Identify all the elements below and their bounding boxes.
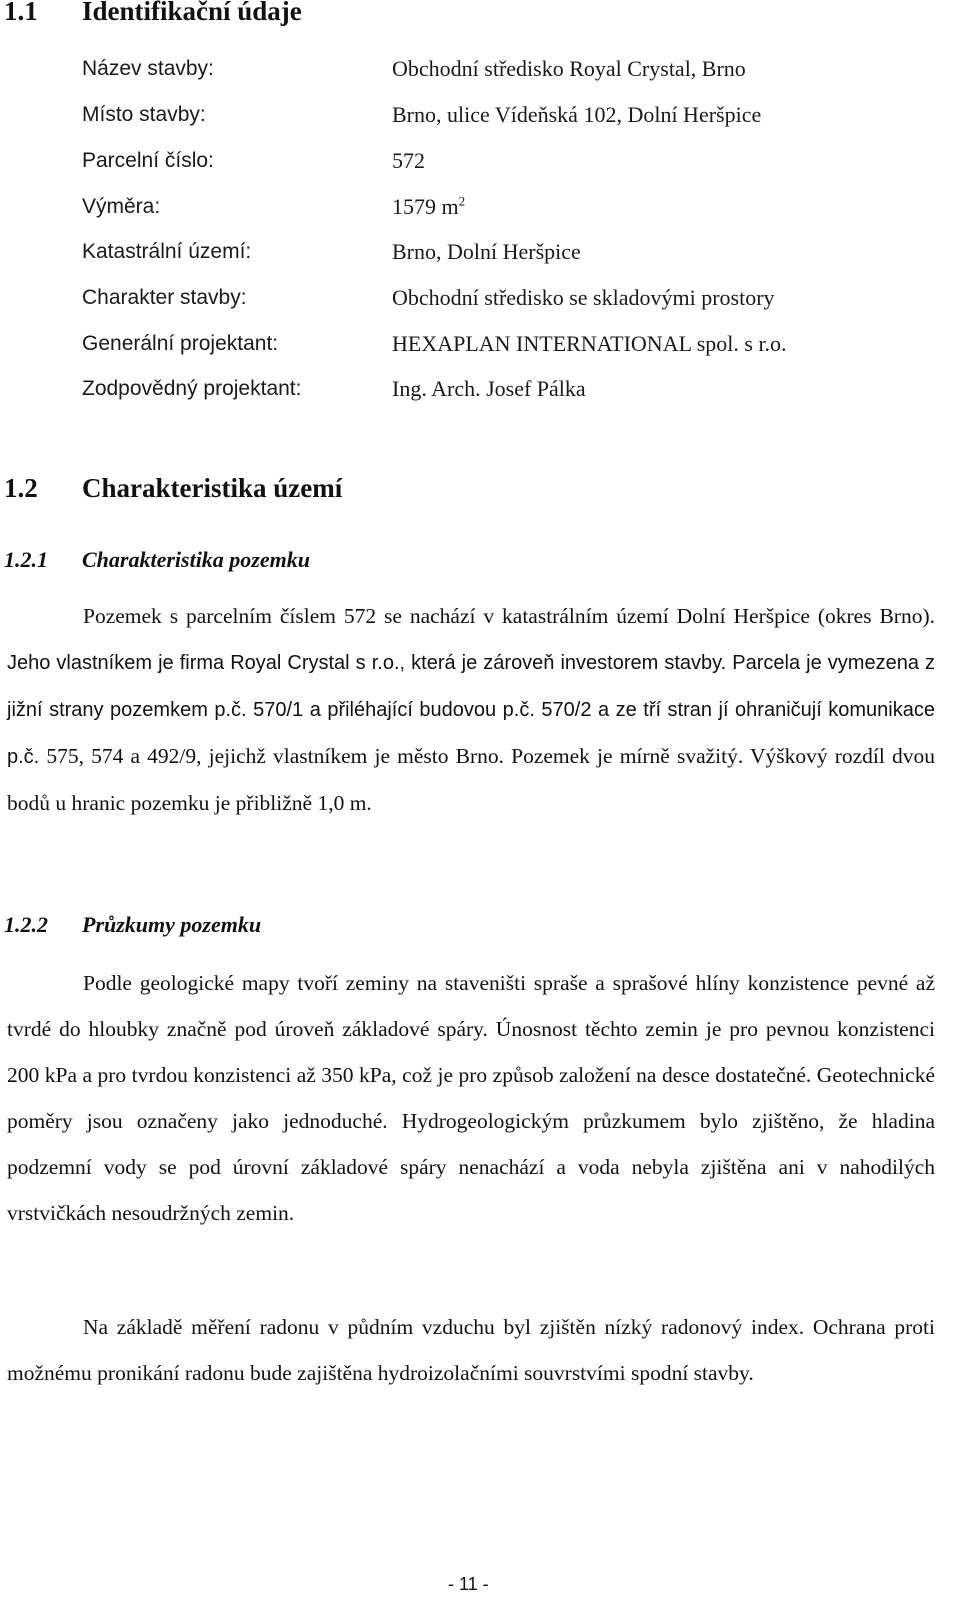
- info-label-misto: Místo stavby:: [82, 103, 206, 126]
- subsection-number: 1.2.1: [4, 547, 48, 572]
- paragraph-pozemek: [7, 593, 935, 826]
- info-value-misto: Brno, ulice Vídeňská 102, Dolní Heršpice: [392, 102, 762, 127]
- info-value-charakter: Obchodní středisko se skladovými prostory: [392, 285, 775, 310]
- info-label-katastr: Katastrální území:: [82, 240, 252, 263]
- section-number: 1.1: [4, 0, 38, 26]
- info-value-katastr: Brno, Dolní Heršpice: [392, 239, 581, 264]
- info-value-nazev: Obchodní středisko Royal Crystal, Brno: [392, 56, 746, 81]
- info-value-zodpovedny: Ing. Arch. Josef Pálka: [392, 376, 586, 401]
- info-label-charakter: Charakter stavby:: [82, 286, 247, 309]
- info-label-nazev: Název stavby:: [82, 57, 214, 80]
- subsection-title: Charakteristika pozemku: [82, 547, 310, 572]
- section-number: 1.2: [4, 473, 38, 503]
- paragraph-part: Pozemek s parcelním číslem 572 se nachází v katastrálním území Dolní Heršpice (okres Brno).: [83, 604, 935, 628]
- info-value-vymera: 1579 $m^2$: [392, 193, 466, 219]
- info-value-generalni: HEXAPLAN INTERNATIONAL spol. s r.o.: [392, 331, 787, 356]
- paragraph-radon: Na základě měření radonu v půdním vzduchu byl zjištěn nízký radonový index. Ochrana proti možnému pronikání radonu bude zajištěna hydroizolačními souvrstvími spodní stavby.: [7, 1315, 935, 1385]
- section-heading-1-1: [4, 0, 302, 27]
- info-label-vymera: Výměra:: [82, 195, 161, 218]
- subsection-number: 1.2.2: [4, 912, 48, 937]
- subsection-title: Průzkumy pozemku: [82, 912, 262, 937]
- subsection-heading-1-2-1: [4, 547, 310, 573]
- info-label-parcela: Parcelní číslo:: [82, 149, 214, 172]
- info-label-generalni: Generální projektant:: [82, 332, 279, 355]
- section-title: Charakteristika území: [82, 473, 343, 503]
- page-number: - 11 -: [448, 1574, 489, 1594]
- paragraph-pruzkumy: Podle geologické mapy tvoří zeminy na staveništi spraše a sprašové hlíny konzistence pevné až tvrdé do hloubky značně pod úroveň základové spáry. Únosnost těchto zemin je pro pevnou konzistenci 200 kPa a pro tvrdou konzistenci až 350 kPa, což je pro způsob založení na desce dostatečné. Geotechnické poměry jsou označeny jako jednoduché. Hydrogeologickým průzkumem bylo zjištěno, že hladina podzemní vody se pod úrovní základové spáry nenachází a voda nebyla zjištěna ani v nahodilých vrstvičkách nesoudržných zemin.: [7, 971, 935, 1225]
- info-label-zodpovedny: Zodpovědný projektant:: [82, 377, 302, 400]
- section-title: Identifikační údaje: [82, 0, 302, 26]
- section-heading-1-2: [4, 473, 342, 504]
- paragraph-part: 575, 574 a 492/9, jejichž vlastníkem je město Brno. Pozemek je mírně svažitý. Výškový rozdíl dvou bodů u hranic pozemku je přibližně 1,0 m.: [7, 744, 936, 815]
- subsection-heading-1-2-2: [4, 912, 261, 938]
- info-value-parcela: 572: [392, 148, 425, 173]
- paragraph-part: Jeho vlastníkem je firma Royal Crystal s r.o., která je zároveň investorem stavby. Parcela je vymezena z jižní strany pozemkem p.č. 570/1 a přiléhající budovou p.č. 570/2 a ze tří stran jí ohraničují komunikace p.č.: [7, 652, 935, 768]
